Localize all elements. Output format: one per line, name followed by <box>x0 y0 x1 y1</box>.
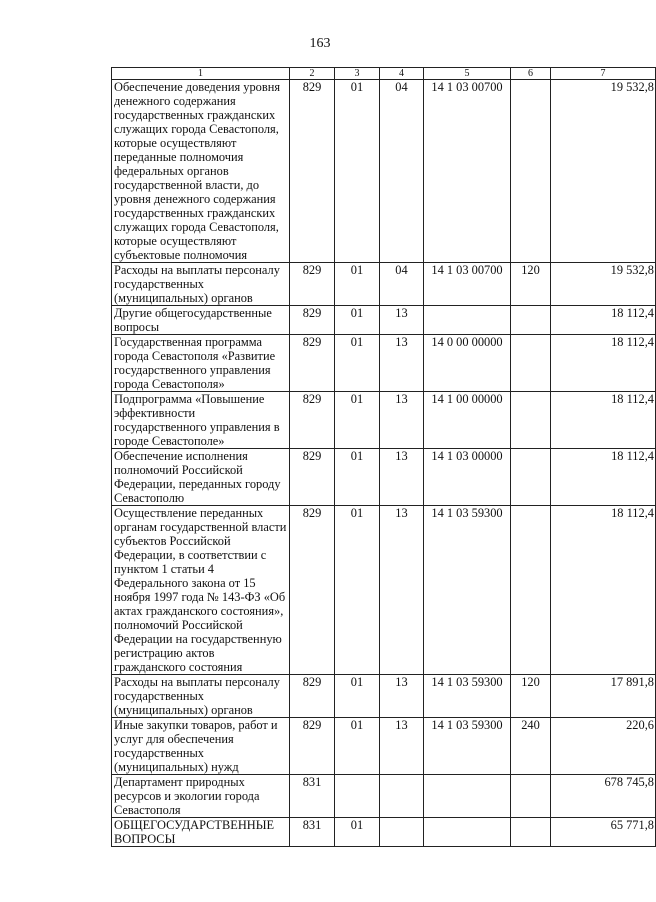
table-row <box>112 818 656 847</box>
row-name: Расходы на выплаты персоналу государственных (муниципальных) органов <box>112 675 290 718</box>
row-target-article <box>424 775 511 818</box>
row-subsection <box>380 818 424 847</box>
row-expense-type <box>511 392 551 449</box>
row-name: Иные закупки товаров, работ и услуг для обеспечения государственных (муниципальных) нужд <box>112 718 290 775</box>
row-grbs: 829 <box>290 80 335 263</box>
row-target-article: 14 1 03 59300 <box>424 675 511 718</box>
header-col-4: 4 <box>380 68 424 80</box>
row-name: ОБЩЕГОСУДАРСТВЕННЫЕ ВОПРОСЫ <box>112 818 290 847</box>
row-section <box>335 775 380 818</box>
row-expense-type <box>511 306 551 335</box>
row-grbs: 831 <box>290 775 335 818</box>
row-expense-type: 240 <box>511 718 551 775</box>
row-grbs: 829 <box>290 392 335 449</box>
row-subsection <box>380 775 424 818</box>
row-section: 01 <box>335 335 380 392</box>
row-expense-type <box>511 775 551 818</box>
row-grbs: 831 <box>290 818 335 847</box>
row-grbs: 829 <box>290 263 335 306</box>
header-col-5: 5 <box>424 68 511 80</box>
row-section: 01 <box>335 449 380 506</box>
row-name: Обеспечение доведения уровня денежного содержания государственных гражданских служащих города Севастополя, которые осуществляют переданные полномочия федеральных органов государственной власти, до уровня денежного содержания государственных гражданских служащих города Севастополя, которые осуществляют субъектовые полномочия <box>112 80 290 263</box>
row-subsection: 13 <box>380 718 424 775</box>
row-subsection: 13 <box>380 506 424 675</box>
row-subsection: 13 <box>380 306 424 335</box>
row-section: 01 <box>335 506 380 675</box>
row-expense-type <box>511 818 551 847</box>
row-target-article: 14 1 03 59300 <box>424 506 511 675</box>
row-section: 01 <box>335 80 380 263</box>
row-subsection: 04 <box>380 263 424 306</box>
row-target-article: 14 1 00 00000 <box>424 392 511 449</box>
row-amount: 678 745,8 <box>551 775 656 818</box>
row-expense-type <box>511 80 551 263</box>
row-section: 01 <box>335 392 380 449</box>
row-name: Обеспечение исполнения полномочий Российской Федерации, переданных городу Севастополю <box>112 449 290 506</box>
row-section: 01 <box>335 718 380 775</box>
table-row <box>112 449 656 506</box>
row-section: 01 <box>335 263 380 306</box>
row-target-article: 14 0 00 00000 <box>424 335 511 392</box>
table-header-row <box>112 68 656 80</box>
row-subsection: 13 <box>380 335 424 392</box>
row-section: 01 <box>335 675 380 718</box>
row-subsection: 13 <box>380 675 424 718</box>
header-col-3: 3 <box>335 68 380 80</box>
row-amount: 220,6 <box>551 718 656 775</box>
row-amount: 19 532,8 <box>551 80 656 263</box>
header-col-6: 6 <box>511 68 551 80</box>
page-number: 163 <box>309 36 331 51</box>
row-amount: 18 112,4 <box>551 392 656 449</box>
table-row <box>112 718 656 775</box>
row-target-article <box>424 306 511 335</box>
row-name: Подпрограмма «Повышение эффективности государственного управления в городе Севастополе» <box>112 392 290 449</box>
row-amount: 18 112,4 <box>551 449 656 506</box>
row-expense-type: 120 <box>511 675 551 718</box>
row-name: Государственная программа города Севастополя «Развитие государственного управления города Севастополя» <box>112 335 290 392</box>
row-target-article: 14 1 03 00700 <box>424 263 511 306</box>
row-grbs: 829 <box>290 675 335 718</box>
row-section: 01 <box>335 306 380 335</box>
table-row <box>112 80 656 263</box>
header-col-7: 7 <box>551 68 656 80</box>
table-row <box>112 392 656 449</box>
table-row <box>112 506 656 675</box>
row-name: Осуществление переданных органам государственной власти субъектов Российской Федерации, в соответствии с пунктом 1 статьи 4 Федерального закона от 15 ноября 1997 года № 143-ФЗ «Об актах гражданского состояния», полномочий Российской Федерации на государственную регистрацию актов гражданского состояния <box>112 506 290 675</box>
row-amount: 18 112,4 <box>551 506 656 675</box>
row-target-article: 14 1 03 59300 <box>424 718 511 775</box>
table-row <box>112 675 656 718</box>
row-subsection: 13 <box>380 392 424 449</box>
row-amount: 18 112,4 <box>551 306 656 335</box>
row-target-article: 14 1 03 00000 <box>424 449 511 506</box>
row-target-article <box>424 818 511 847</box>
budget-table <box>111 67 656 847</box>
row-grbs: 829 <box>290 718 335 775</box>
table-row <box>112 263 656 306</box>
row-amount: 18 112,4 <box>551 335 656 392</box>
row-subsection: 13 <box>380 449 424 506</box>
row-grbs: 829 <box>290 506 335 675</box>
header-col-2: 2 <box>290 68 335 80</box>
table-row <box>112 306 656 335</box>
row-expense-type: 120 <box>511 263 551 306</box>
row-target-article: 14 1 03 00700 <box>424 80 511 263</box>
row-name: Другие общегосударственные вопросы <box>112 306 290 335</box>
row-expense-type <box>511 506 551 675</box>
row-grbs: 829 <box>290 449 335 506</box>
row-grbs: 829 <box>290 335 335 392</box>
table-row <box>112 335 656 392</box>
row-subsection: 04 <box>380 80 424 263</box>
row-grbs: 829 <box>290 306 335 335</box>
row-section: 01 <box>335 818 380 847</box>
row-name: Расходы на выплаты персоналу государственных (муниципальных) органов <box>112 263 290 306</box>
row-amount: 19 532,8 <box>551 263 656 306</box>
table-row <box>112 775 656 818</box>
row-expense-type <box>511 449 551 506</box>
row-amount: 65 771,8 <box>551 818 656 847</box>
header-col-1: 1 <box>112 68 290 80</box>
row-name: Департамент природных ресурсов и экологии города Севастополя <box>112 775 290 818</box>
row-amount: 17 891,8 <box>551 675 656 718</box>
row-expense-type <box>511 335 551 392</box>
